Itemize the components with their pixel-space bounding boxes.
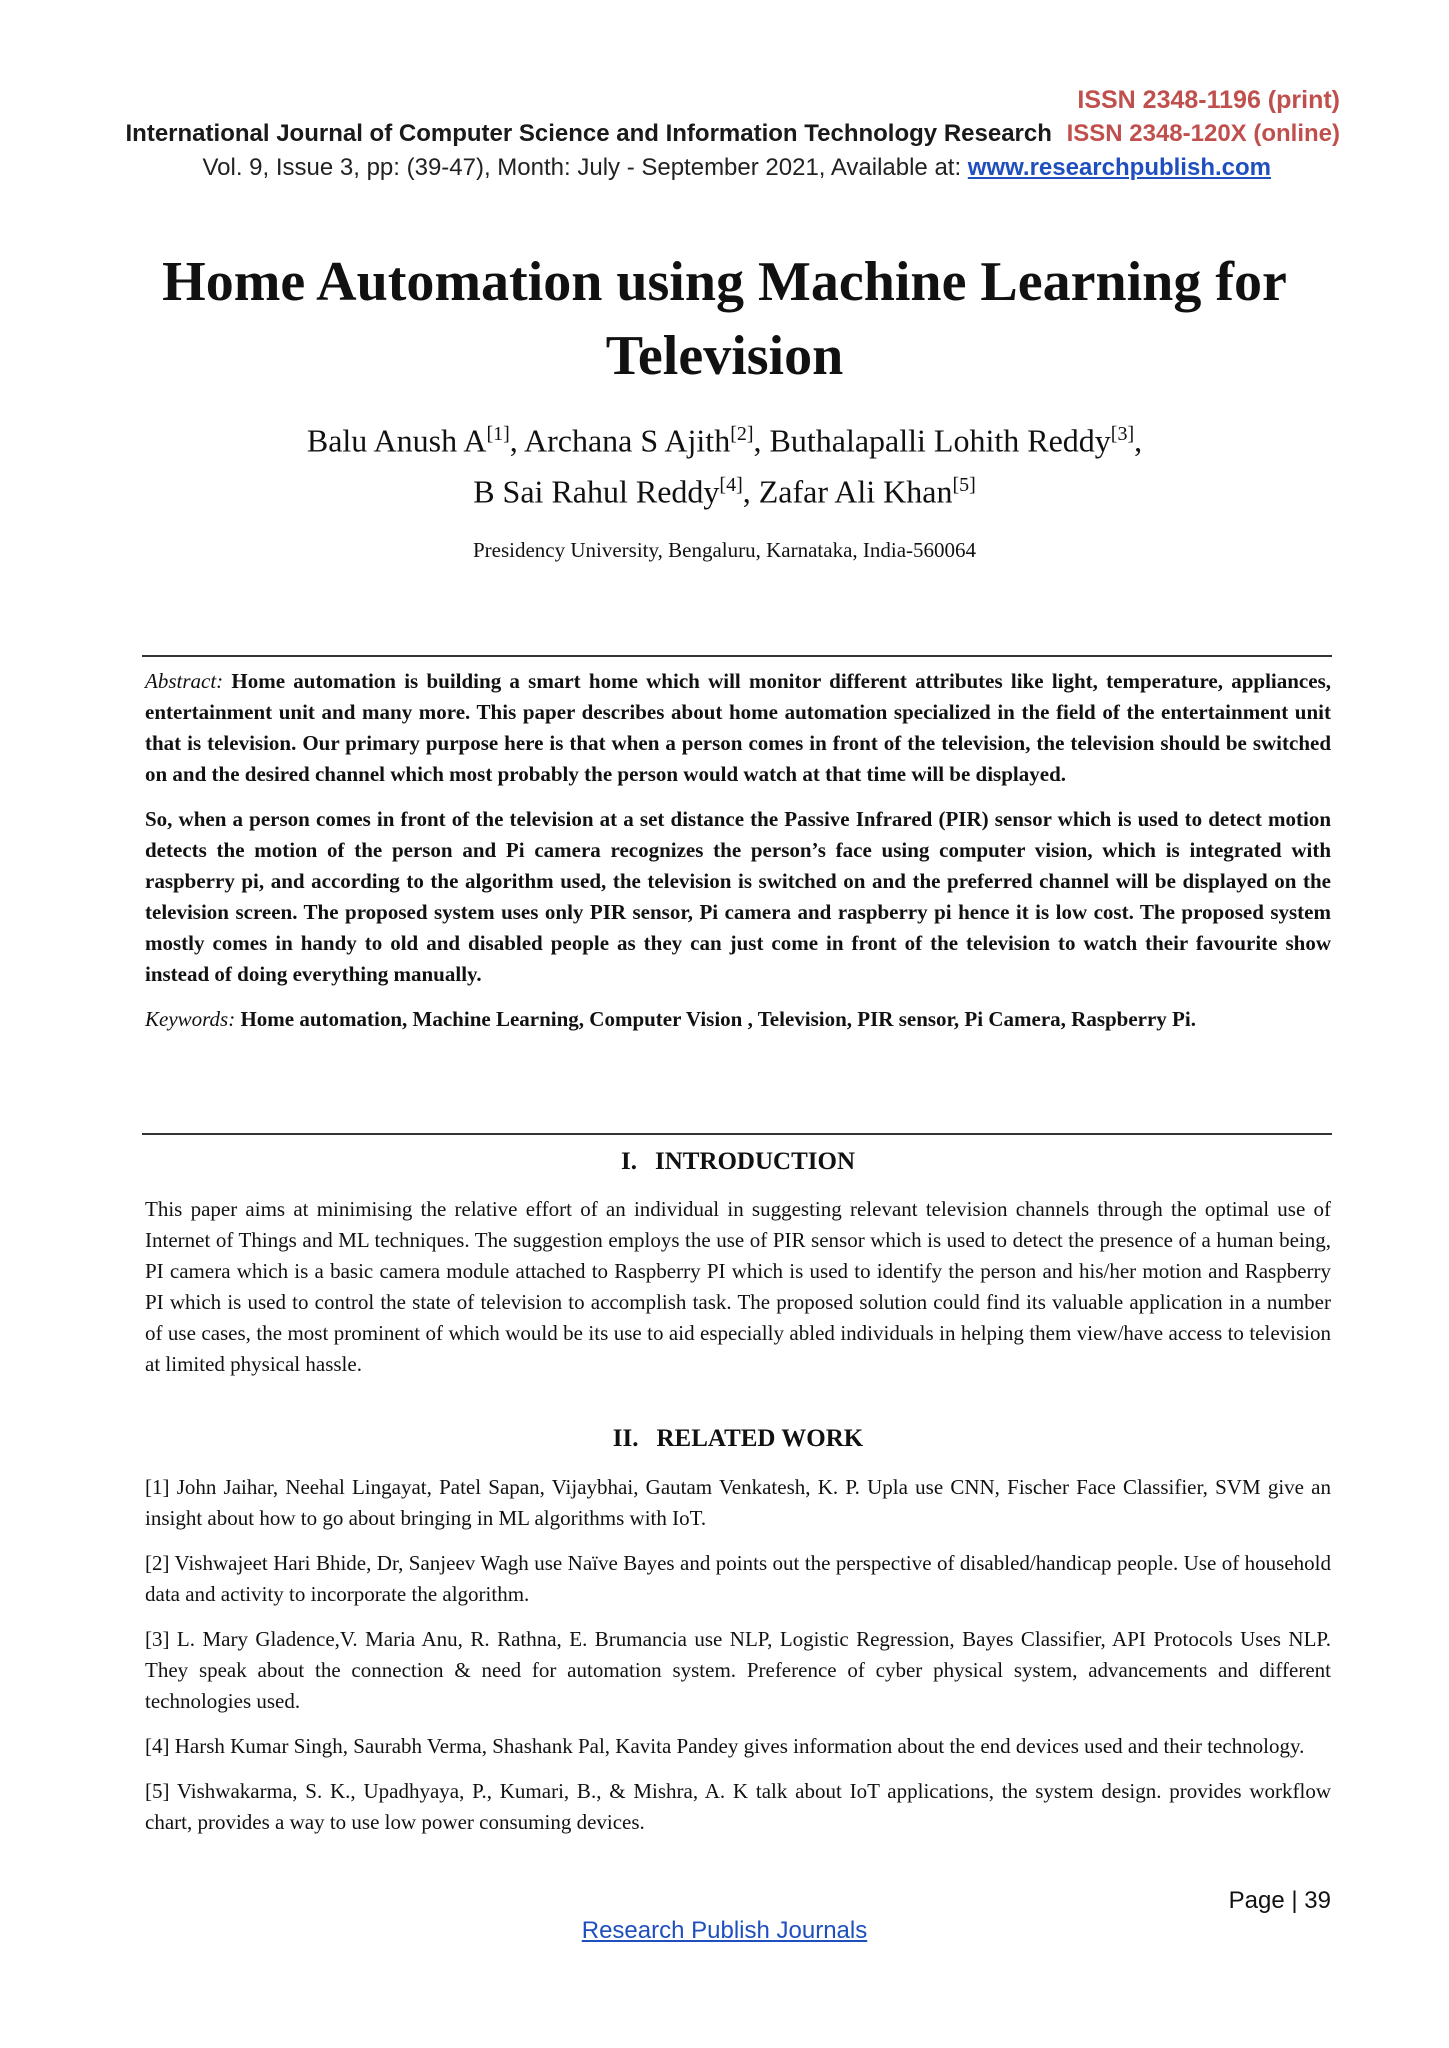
abstract-bottom-divider	[142, 1133, 1332, 1135]
author-list	[100, 412, 1349, 513]
author-name: , Buthalapalli Lohith Reddy	[753, 422, 1111, 459]
abstract-label: Abstract:	[145, 669, 224, 693]
section-heading-related-work	[145, 1425, 1331, 1453]
volume-info: Vol. 9, Issue 3, pp: (39-47), Month: July - September 2021, Available at:	[202, 154, 968, 181]
section-number: II.	[612, 1425, 639, 1452]
affiliation: Presidency University, Bengaluru, Karnataka, India-560064	[472, 538, 977, 562]
author-name: Balu Anush A	[306, 422, 487, 459]
title-line-1: Home Automation using Machine Learning for	[162, 251, 1287, 313]
introduction-section	[145, 1194, 1331, 1380]
author-line-2	[100, 463, 1349, 514]
author-ref: [1]	[486, 423, 510, 445]
author-ref: [5]	[952, 473, 976, 496]
page-footer	[0, 1917, 1449, 1945]
author-name: , Archana S Ajith	[509, 422, 731, 459]
abstract-section	[145, 666, 1331, 1049]
journal-name: International Journal of Computer Science and Information Technology Research	[125, 120, 1052, 147]
title-line-2: Television	[605, 325, 844, 387]
paper-title	[100, 245, 1349, 393]
related-work-item: [3] L. Mary Gladence,V. Maria Anu, R. Rathna, E. Brumancia use NLP, Logistic Regression, Bayes Classifier, API Protocols Uses NLP. They speak about the connection & need for automation system. Preference of cyber physical system, advancements and different technologies used.	[145, 1627, 1331, 1713]
keywords-paragraph	[145, 1004, 1331, 1035]
abstract-paragraph-1	[145, 666, 1331, 790]
related-work-section	[145, 1472, 1331, 1852]
author-name: , Zafar Ali Khan	[742, 473, 953, 510]
author-separator: ,	[1134, 422, 1143, 459]
author-name: B Sai Rahul Reddy	[473, 473, 720, 510]
section-heading-introduction	[145, 1148, 1331, 1176]
related-work-item: [1] John Jaihar, Neehal Lingayat, Patel Sapan, Vijaybhai, Gautam Venkatesh, K. P. Upla use CNN, Fischer Face Classifier, SVM give an insight about how to go about bringing in ML algorithms with IoT.	[145, 1475, 1331, 1530]
abstract-paragraph-2: So, when a person comes in front of the television at a set distance the Passive Infrared (PIR) sensor which is used to detect motion detects the motion of the person and Pi camera recognizes the person’s face using computer vision, which is integrated with raspberry pi, and according to the algorithm used, the television is switched on and the preferred channel will be displayed on the television screen. The proposed system uses only PIR sensor, Pi camera and raspberry pi hence it is low cost. The proposed system mostly comes in handy to old and disabled people as they can just come in front of the television to watch their favourite show instead of doing everything manually.	[145, 807, 1331, 986]
abstract-text: Home automation is building a smart home which will monitor different attributes like light, temperature, appliances, entertainment unit and many more. This paper describes about home automation specialized in the field of the entertainment unit that is television. Our primary purpose here is that when a person comes in front of the television, the television should be switched on and the desired channel which most probably the person would watch at that time will be displayed.	[145, 669, 1331, 786]
abstract-top-divider	[142, 655, 1332, 657]
author-ref: [4]	[719, 473, 743, 496]
keywords-text: Home automation, Machine Learning, Computer Vision , Television, PIR sensor, Pi Camera, Raspberry Pi.	[235, 1007, 1196, 1031]
author-ref: [2]	[730, 423, 754, 445]
section-number: I.	[620, 1148, 637, 1175]
section-title: INTRODUCTION	[654, 1148, 855, 1175]
related-work-item: [2] Vishwajeet Hari Bhide, Dr, Sanjeev Wagh use Naïve Bayes and points out the perspective of disabled/handicap people. Use of household data and activity to incorporate the algorithm.	[145, 1551, 1331, 1606]
volume-line	[202, 154, 1271, 182]
author-line-1	[100, 412, 1349, 463]
introduction-paragraph: This paper aims at minimising the relative effort of an individual in suggesting relevant television channels through the optimal use of Internet of Things and ML techniques. The suggestion employs the use of PIR sensor which is used to detect the presence of a human being, PI camera which is a basic camera module attached to Raspberry PI which is used to identify the person and his/her motion and Raspberry PI which is used to control the state of television to accomplish task. The proposed solution could find its valuable application in a number of use cases, the most prominent of which would be its use to aid especially abled individuals in helping them view/have access to television at limited physical hassle.	[145, 1197, 1331, 1376]
page-number: Page | 39	[1228, 1887, 1331, 1914]
section-title: RELATED WORK	[656, 1425, 864, 1452]
issn-print: ISSN 2348-1196 (print)	[1077, 86, 1340, 114]
publisher-link[interactable]: Research Publish Journals	[581, 1917, 868, 1944]
journal-website-link[interactable]: www.researchpublish.com	[967, 154, 1271, 181]
journal-line	[126, 120, 1340, 148]
issn-online: ISSN 2348-120X (online)	[1066, 120, 1340, 147]
related-work-item: [5] Vishwakarma, S. K., Upadhyaya, P., Kumari, B., & Mishra, A. K talk about IoT applications, the system design. provides workflow chart, provides a way to use low power consuming devices.	[145, 1779, 1331, 1834]
related-work-item: [4] Harsh Kumar Singh, Saurabh Verma, Shashank Pal, Kavita Pandey gives information about the end devices used and their technology.	[145, 1734, 1305, 1758]
keywords-label: Keywords:	[145, 1007, 236, 1031]
author-ref: [3]	[1110, 423, 1135, 445]
